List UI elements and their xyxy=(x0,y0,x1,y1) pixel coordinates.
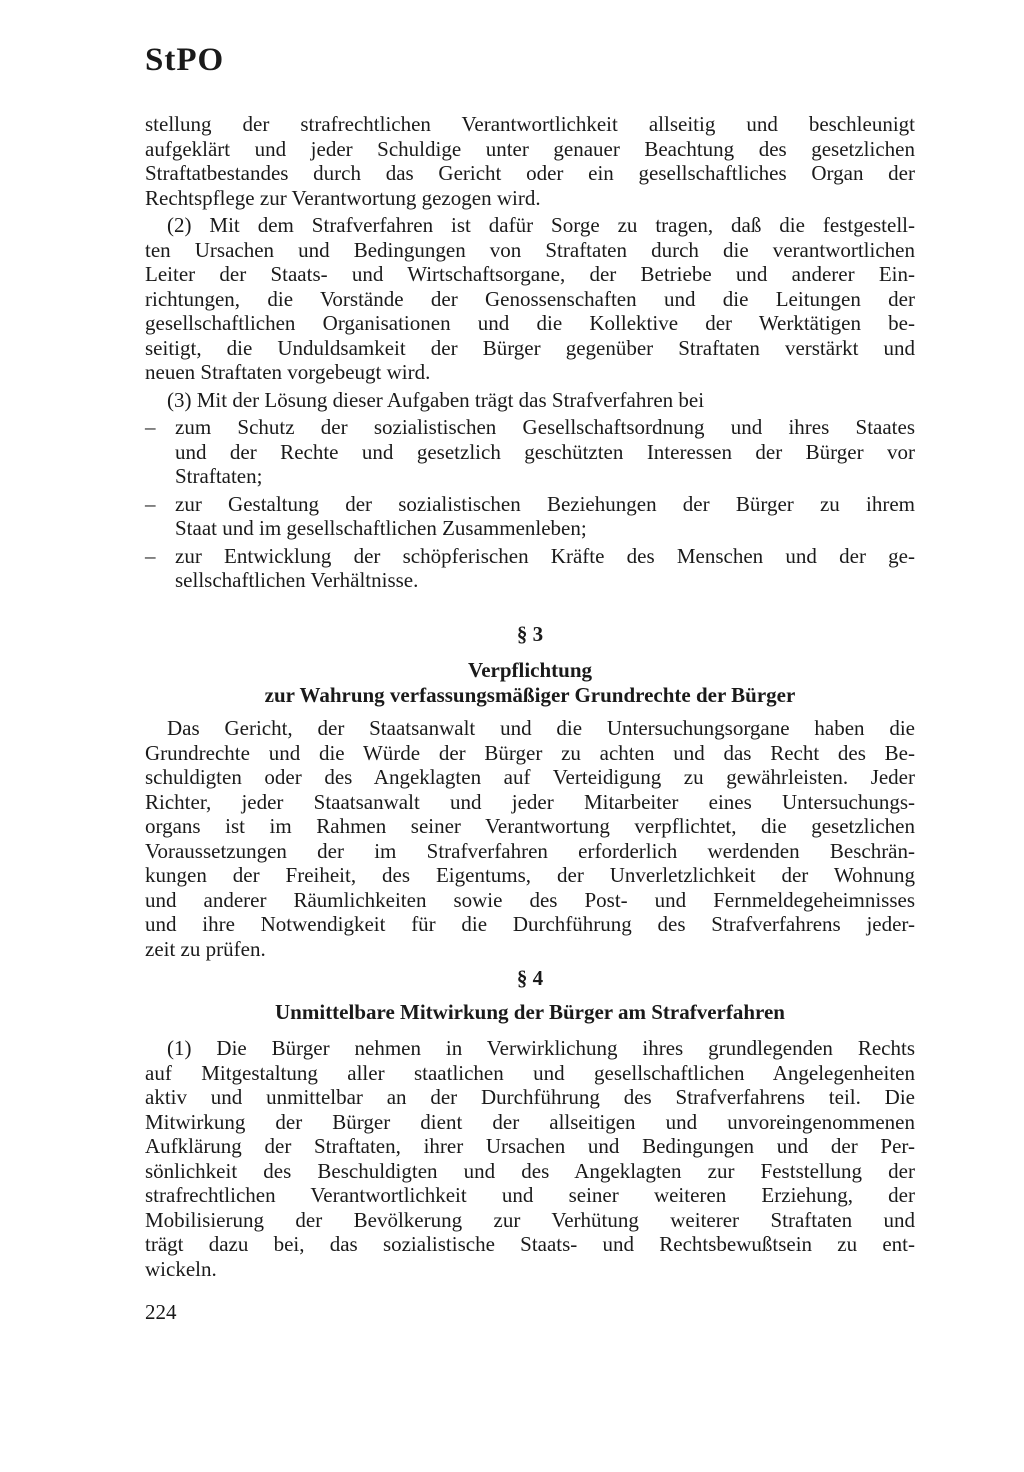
text-line: aktiv und unmittelbar an der Durchführung des Strafverfahrens teil. Die xyxy=(145,1085,915,1109)
section-3-title-line-2: zur Wahrung verfassungsmäßiger Grundrechte der Bürger xyxy=(264,683,796,707)
text-line: aufgeklärt und jeder Schuldige unter genauer Beachtung des gesetzlichen xyxy=(145,136,915,161)
text-line: (2) Mit dem Strafverfahren ist dafür Sorge zu tragen, daß die festgestell- xyxy=(167,213,915,237)
text-line: sönlichkeit des Beschuldigten und des Angeklagten zur Feststellung der xyxy=(145,1158,915,1183)
text-line: neuen Straftaten vorgebeugt wird. xyxy=(145,360,431,384)
text-line: schuldigten oder des Angeklagten auf Verteidigung zu gewährleisten. Jeder xyxy=(145,765,915,789)
text-line: sellschaftlichen Verhältnisse. xyxy=(175,568,419,592)
text-line: stellung der strafrechtlichen Verantwortlichkeit allseitig und beschleunigt xyxy=(145,112,915,136)
section-3-body xyxy=(145,716,915,961)
bullet-text: zur Gestaltung der sozialistischen Beziehungen der Bürger zu ihrem xyxy=(175,491,915,516)
bullet-text: zur Entwicklung der schöpferischen Kräfte des Menschen und der ge- xyxy=(175,543,915,568)
bullet-item xyxy=(145,415,915,489)
text-line: (1) Die Bürger nehmen in Verwirklichung ihres grundlegenden Rechts xyxy=(167,1036,915,1060)
paragraph-2 xyxy=(145,213,915,385)
text-line: Staat und im gesellschaftlichen Zusammenleben; xyxy=(175,516,587,540)
text-line: kungen der Freiheit, des Eigentums, der Unverletzlichkeit der Wohnung xyxy=(145,863,915,887)
text-line: und anderer Räumlichkeiten sowie des Post- und Fernmeldegeheimnisses xyxy=(145,887,915,912)
section-4-title: Unmittelbare Mitwirkung der Bürger am Strafverfahren xyxy=(275,1000,785,1024)
text-line: gesellschaftlichen Organisationen und die Kollektive der Werktätigen be- xyxy=(145,311,915,335)
text-line: Grundrechte und die Würde der Bürger zu achten und das Recht des Be- xyxy=(145,740,915,765)
text-line: Aufklärung der Straftaten, ihrer Ursachen und Bedingungen und der Per- xyxy=(145,1134,915,1158)
text-line xyxy=(145,544,915,569)
section-4-number: § 4 xyxy=(516,966,544,990)
page-number: 224 xyxy=(145,1300,177,1324)
text-line: Leiter der Staats- und Wirtschaftsorgane, der Betriebe und anderer Ein- xyxy=(145,262,915,286)
text-line: Voraussetzungen der im Strafverfahren erforderlich werdenden Beschrän- xyxy=(145,838,915,863)
bullet-item xyxy=(145,492,915,541)
section-4-body xyxy=(145,1036,915,1281)
text-line: richtungen, die Vorstände der Genossenschaften und die Leitungen der xyxy=(145,286,915,311)
text-line: wickeln. xyxy=(145,1256,217,1281)
text-line: Rechtspflege zur Verantwortung gezogen wird. xyxy=(145,185,541,210)
dash-marker: – xyxy=(145,543,156,568)
running-head: StPO xyxy=(145,42,225,78)
section-3-number: § 3 xyxy=(516,622,544,646)
paragraph-1 xyxy=(145,112,915,210)
bullet-item xyxy=(145,544,915,593)
text-line: (3) Mit der Lösung dieser Aufgaben trägt das Strafverfahren bei xyxy=(167,387,705,412)
text-line: Straftatbestandes durch das Gericht oder ein gesellschaftliches Organ der xyxy=(145,161,915,185)
text-line: strafrechtlichen Verantwortlichkeit und seiner weiteren Erziehung, der xyxy=(145,1183,915,1207)
text-line: Das Gericht, der Staatsanwalt und die Untersuchungsorgane haben die xyxy=(167,716,915,740)
section-2-continuation xyxy=(145,112,915,596)
section-3-title-line-1: Verpflichtung xyxy=(467,658,593,682)
text-line xyxy=(145,415,915,440)
text-line: Straftaten; xyxy=(175,464,263,488)
dash-marker: – xyxy=(145,491,156,516)
dash-marker: – xyxy=(145,415,156,439)
paragraph-3 xyxy=(145,388,915,413)
text-line: auf Mitgestaltung aller staatlichen und gesellschaftlichen Angelegenheiten xyxy=(145,1060,915,1085)
text-line: Richter, jeder Staatsanwalt und jeder Mitarbeiter eines Untersuchungs- xyxy=(145,789,915,814)
bullet-text: zum Schutz der sozialistischen Gesellschaftsordnung und ihres Staates xyxy=(175,415,915,439)
text-line: Mobilisierung der Bevölkerung zur Verhütung weiterer Straftaten und xyxy=(145,1207,915,1232)
text-line: trägt dazu bei, das sozialistische Staats- und Rechtsbewußtsein zu ent- xyxy=(145,1232,915,1256)
text-line: ten Ursachen und Bedingungen von Straftaten durch die verantwortlichen xyxy=(145,237,915,262)
text-line xyxy=(145,492,915,517)
text-line: und ihre Notwendigkeit für die Durchführung des Strafverfahrens jeder- xyxy=(145,912,915,936)
text-line: zeit zu prüfen. xyxy=(145,936,266,961)
text-line: seitigt, die Unduldsamkeit der Bürger gegenüber Straftaten verstärkt und xyxy=(145,335,915,360)
text-line: organs ist im Rahmen seiner Verantwortung verpflichtet, die gesetzlichen xyxy=(145,814,915,838)
text-line: Mitwirkung der Bürger dient der allseitigen und unvoreingenommenen xyxy=(145,1109,915,1134)
text-line: und der Rechte und gesetzlich geschützten Interessen der Bürger vor xyxy=(175,439,915,464)
